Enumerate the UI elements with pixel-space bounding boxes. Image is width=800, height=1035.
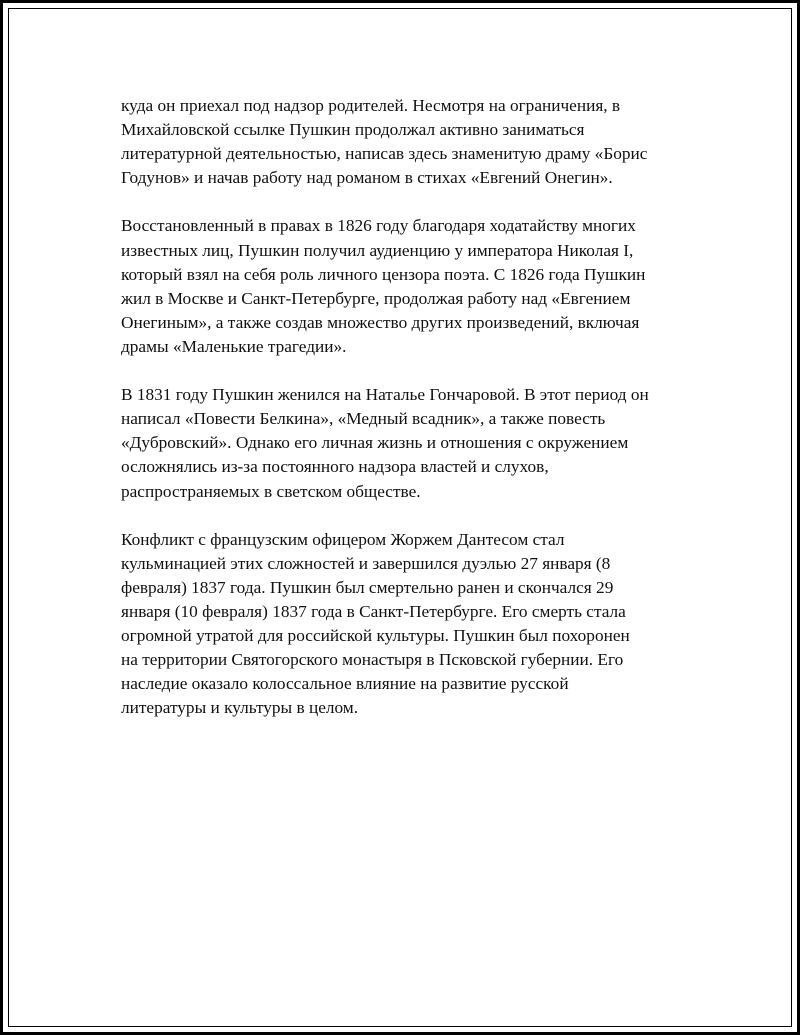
text-line: февраля) 1837 года. Пушкин был смертельно ранен и скончался 29 [121,577,614,597]
text-line: января (10 февраля) 1837 года в Санкт-Петербурге. Его смерть стала [121,601,626,621]
text-line: Годунов» и начав работу над романом в стихах «Евгений Онегин». [121,168,613,188]
text-line: распространяемых в светском обществе. [121,481,421,501]
paragraph-duel [121,528,711,721]
text-line: драмы «Маленькие трагедии». [121,336,347,356]
text-line: куда он приехал под надзор родителей. Несмотря на ограничения, в [121,96,621,115]
text-line: наследие оказало колоссальное влияние на развитие русской [121,674,569,694]
paragraph-exile [121,94,711,190]
document-body [121,94,711,745]
text-line: жил в Москве и Санкт-Петербурге, продолжая работу над «Евгением [121,288,631,308]
text-line: литературной деятельностью, написав здесь знаменитую драму «Борис [121,144,648,164]
text-line: «Дубровский». Однако его личная жизнь и отношения с окружением [121,433,629,453]
text-line: известных лиц, Пушкин получил аудиенцию у императора Николая I, [121,240,634,260]
text-line: который взял на себя роль личного цензора поэта. С 1826 года Пушкин [121,264,646,284]
text-line: Онегиным», а также создав множество других произведений, включая [121,312,640,332]
text-line: В 1831 году Пушкин женился на Наталье Гончаровой. В этот период он [121,385,649,405]
paragraph-marriage [121,383,711,503]
text-line: Михайловской ссылке Пушкин продолжал активно заниматься [121,120,585,140]
text-line: на территории Святогорского монастыря в Псковской губернии. Его [121,650,624,670]
text-line: литературы и культуры в целом. [121,698,359,718]
text-line: написал «Повести Белкина», «Медный всадник», а также повесть [121,409,606,429]
text-line: осложнялись из-за постоянного надзора властей и слухов, [121,457,549,477]
paragraph-restoration [121,214,711,359]
text-line: кульминацией этих сложностей и завершился дуэлью 27 января (8 [121,553,611,573]
text-line: Конфликт с французским офицером Жоржем Дантесом стал [121,529,565,549]
text-line: огромной утратой для российской культуры. Пушкин был похоронен [121,626,630,646]
text-line: Восстановленный в правах в 1826 году благодаря ходатайству многих [121,216,636,236]
